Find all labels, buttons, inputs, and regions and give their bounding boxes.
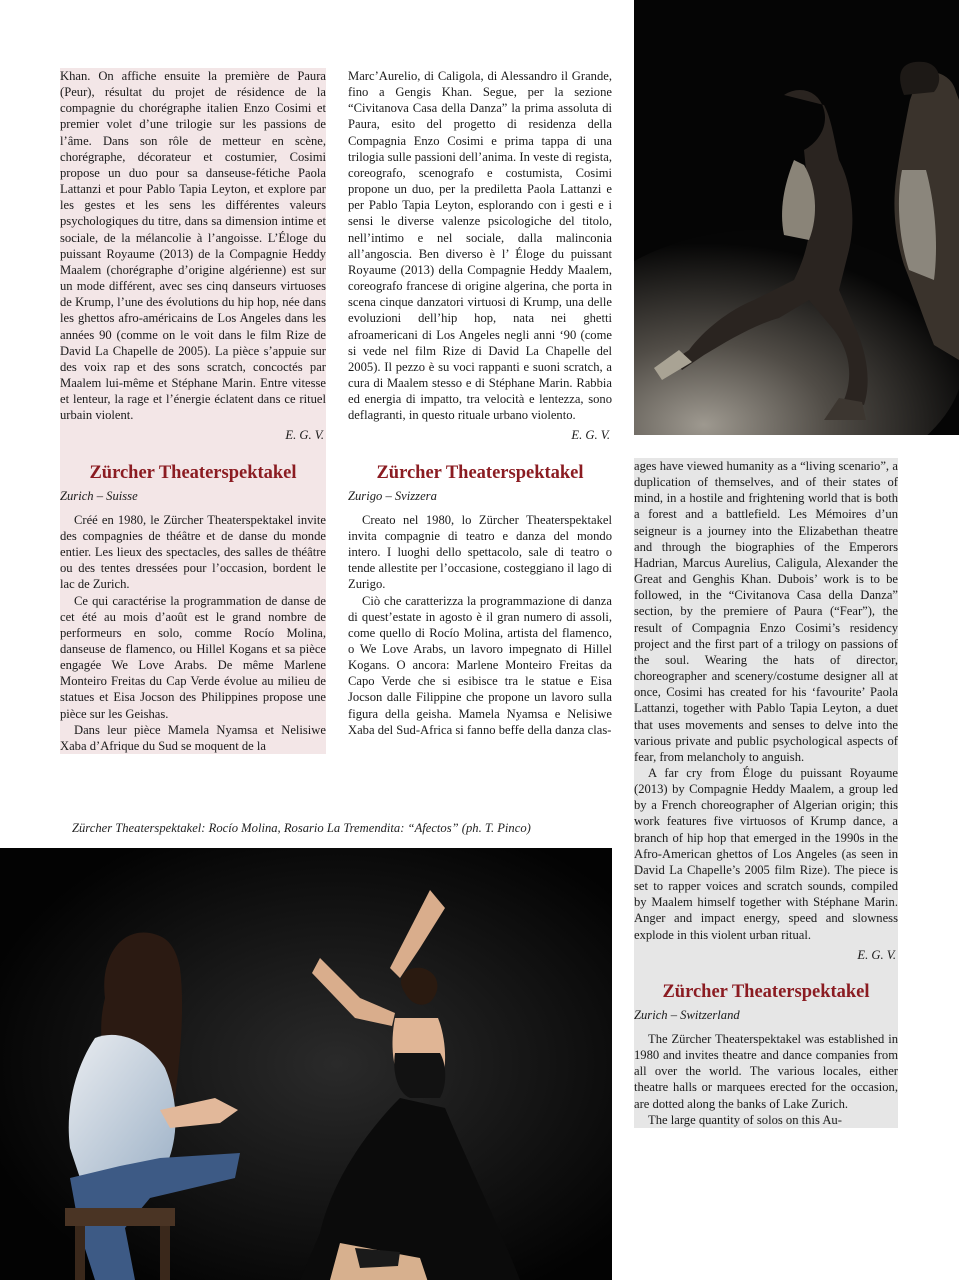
english-heading: Zürcher Theaterspektakel xyxy=(662,981,870,1002)
english-text-block xyxy=(634,458,898,1128)
french-paragraph-1: Khan. On affiche ensuite la première de Paura (Peur), résultat du projet de résidence de la compagnie du chorégraphe italien Enzo Cosimi et premier volet d’une trilogie sur les passions de l’âme. Dans son rôle de metteur en scène, chorégraphe, décorateur et costumier, Cosimi propose un duo pour sa danseuse-fétiche Paola Lattanzi et pour Pablo Tapia Leyton, et explore par les gestes et les sens les différentes valeurs psychologiques du titre, dans sa dimension intime et sociale, de la mélancolie à l’angoisse. L’Éloge du puissant Royaume (2013) de la Compagnie Heddy Maalem (chorégraphe d’origine algérienne) est sur un mode différent, avec ses cinq danseurs virtuoses de Krump, l’une des évolutions du hip hop, née dans les ghettos afro-américains de Los Angeles dans les années 90 (comme on le voit dans le film Rize de David La Chapelle de 2005). La pièce s’appuie sur des voix rap et des sons scratch, concoctés par Maalem lui-même et Stéphane Marin. Entre vitesse et lenteur, la rage et l’énergie éclatent dans ce rituel urbain violent. xyxy=(60,69,326,423)
french-signature: E. G. V. xyxy=(285,428,324,443)
french-paragraph-3: Ce qui caractérise la programmation de danse de cet été au mois d’août est le grand nombre de performeurs en solo, comme Rocío Molina, danseuse de flamenco, ou Hillel Kogans et sa pièce engagée We Love Arabs. De même Marlene Monteiro Freitas du Cap Verde évolue au milieu de statues et Eisa Jocson des Philippines propose une pièce sur les Geishas. xyxy=(60,593,326,721)
flamenco-photo-illustration xyxy=(0,848,612,1280)
english-place: Zurich – Switzerland xyxy=(634,1007,740,1022)
italian-paragraph-3: Ciò che caratterizza la programmazione di danza di quest’estate in agosto è il gran numero di assoli, come quello di Rocío Molina, artista del flamenco, o We Love Arabs, un lavoro impegnato di Hillel Kogans. O ancora: Marlene Monteiro Freitas da Capo Verde che si esibisce tra le statue e Eisa Jocson dalle Filippine che propone un lavoro sulla figura della geisha. Mamela Nyamsa e Nelisiwe Xaba del Sud-Africa si fanno beffe della danza clas- xyxy=(348,593,612,737)
italian-column xyxy=(348,68,612,738)
english-column xyxy=(634,458,898,1128)
dancers-photo xyxy=(634,0,959,435)
english-paragraph-1: ages have viewed humanity as a “living scenario”, a duplication of themselves, and of their states of mind, in a hostile and frightening world that is both a forest and a battlefield. Les Mémoires d’un seigneur is a journey into the Elizabethan theatre and through the biographies of the Emperors Hadrian, Marcus Aurelius, Caligula, Alexander the Great and Genghis Khan. Dubois’ work is to be followed, in the “Civitanova Casa della Danza” section, by the premiere of Paura (“Fear”), the result of Compagnia Enzo Cosimi’s residency project and the first part of a trilogy on passions of the soul. Wearing the hats of director, choreographer and scenery/costume designer all at once, Cosimi has created for his ‘favourite’ Paola Lattanzi, together with Pablo Tapia Leyton, a duet that uses movements and senses to delve into the various private and public psychological aspects of fear, from melancholy to anguish. xyxy=(634,459,898,764)
italian-signature: E. G. V. xyxy=(571,428,610,443)
english-paragraph-2: A far cry from Éloge du puissant Royaume (2013) by Compagnie Heddy Maalem, a group led by a French choreographer of Algerian origin; this work features five virtuosos of Krump dance, a branch of hip hop that emerged in the 1990s in the Afro-American ghettos of Los Angeles (as seen in David La Chapelle’s 2005 film Rize). The piece is set to rapper voices and scratch sounds, compiled by Maalem himself together with Stéphane Marin. Anger and impact energy, speed and slowness explode in this violent urban ritual. xyxy=(634,765,898,942)
english-paragraph-3: The Zürcher Theaterspektakel was established in 1980 and invites theatre and dance companies from all over the world. The various locales, either theatre halls or marquees erected for the occasion, are dotted along the banks of Lake Zurich. xyxy=(634,1032,898,1111)
english-paragraph-4: The large quantity of solos on this Au- xyxy=(648,1112,842,1127)
french-heading: Zürcher Theaterspektakel xyxy=(89,462,297,483)
italian-paragraph-1: Marc’Aurelio, di Caligola, di Alessandro il Grande, fino a Gengis Khan. Segue, per la sezione “Civitanova Casa della Danza” la prima assoluta di Paura, esito del progetto di residenza della Compagnia Enzo Cosimi e prima tappa di una trilogia sulle passioni dell’anima. In veste di regista, coreografo, scenografo e costumista, Cosimi propone un duo, per la prediletta Paola Lattanzi e per Pablo Tapia Leyton, esplorando con i gesti e i sensi le diverse valenze psicologiche del titolo, nell’intimo e nel sociale, dalla malinconia all’angoscia. Ben diverso è l’ Éloge du puissant Royaume (2013) della Compagnie Heddy Maalem, coreografo francese di origine algerina, che porta in scena cinque danzatori virtuosi di Krump, una delle evoluzioni dell’hip hop, nata nei ghetti afroamericani di Los Angeles negli anni ‘90 (come si vede nel film Rize di David La Chapelle del 2005). Il pezzo è su voci rappanti e suoni scratch, a cura di Maalem stesso e di Stéphane Marin. Rabbia ed energia di impatto, tra velocità e lentezza, sono deflagranti, in questo rituale urbano violento. xyxy=(348,69,612,423)
italian-heading: Zürcher Theaterspektakel xyxy=(376,462,584,483)
french-place: Zurich – Suisse xyxy=(60,488,138,503)
french-paragraph-2: Créé en 1980, le Zürcher Theaterspektakel invite des compagnies de théâtre et de danse du monde entier. Les lieux des spectacles, des salles de théâtre ou des tentes dressées pour l’occasion, bordent le lac de Zurich. xyxy=(60,512,326,592)
dancers-photo-illustration xyxy=(634,0,959,435)
italian-place: Zurigo – Svizzera xyxy=(348,488,437,503)
french-column xyxy=(60,68,326,754)
french-text-block xyxy=(60,68,326,754)
french-paragraph-4: Dans leur pièce Mamela Nyamsa et Nelisiwe Xaba d’Afrique du Sud se moquent de la xyxy=(60,722,326,753)
photo-caption: Zürcher Theaterspektakel: Rocío Molina, Rosario La Tremendita: “Afectos” (ph. T. Pinco) xyxy=(72,821,531,835)
italian-paragraph-2: Creato nel 1980, lo Zürcher Theaterspektakel invita compagnie di teatro e danza del mondo intero. I luoghi dello spettacolo, sale di teatro o tende allestite per l’occasione, costeggiano il lago di Zurigo. xyxy=(348,512,612,592)
english-signature: E. G. V. xyxy=(857,947,896,962)
flamenco-photo xyxy=(0,848,612,1280)
